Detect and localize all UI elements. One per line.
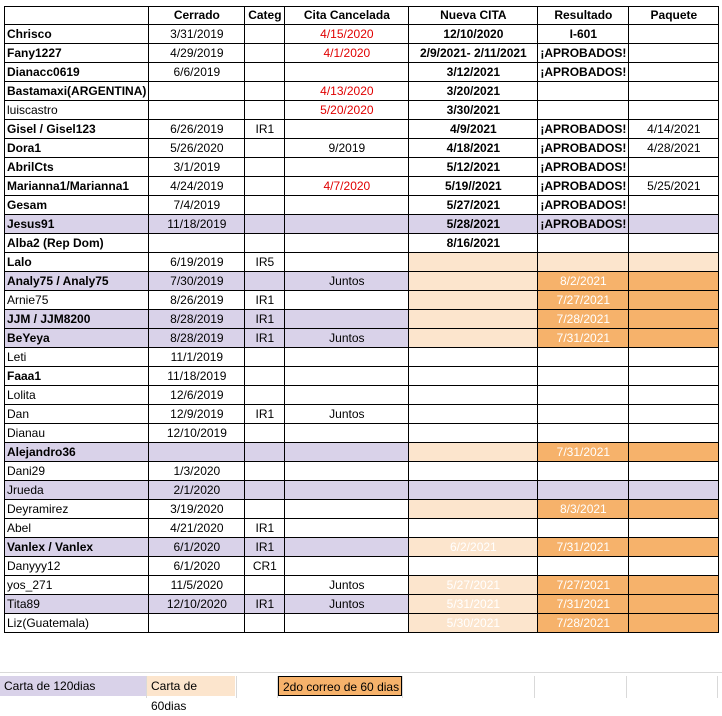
legend-gridline (236, 676, 237, 698)
cell-nueva-cita[interactable] (409, 443, 538, 462)
cell-paquete[interactable] (629, 462, 719, 481)
header-resultado[interactable]: Resultado (538, 7, 629, 25)
cell-paquete[interactable] (629, 576, 719, 595)
header-name[interactable] (5, 7, 149, 25)
cell-resultado[interactable] (538, 82, 629, 101)
cell-paquete[interactable] (629, 538, 719, 557)
legend-120-dias[interactable]: Carta de 120dias (0, 676, 146, 696)
cell-nueva-cita[interactable]: 4/18/2021 (409, 139, 538, 158)
cell-name[interactable]: Lolita (5, 386, 149, 405)
cell-categ[interactable] (245, 158, 285, 177)
cell-name[interactable]: Fany1227 (5, 44, 149, 63)
cell-resultado[interactable] (538, 367, 629, 386)
cell-cita-cancelada[interactable] (285, 557, 409, 576)
cell-cerrado[interactable]: 3/1/2019 (149, 158, 245, 177)
table-row (5, 576, 719, 595)
table-row (5, 196, 719, 215)
cell-name[interactable]: Bastamaxi(ARGENTINA) (5, 82, 149, 101)
table-row (5, 424, 719, 443)
cell-paquete[interactable] (629, 614, 719, 633)
cell-cita-cancelada[interactable] (285, 234, 409, 253)
cell-cerrado[interactable]: 8/26/2019 (149, 291, 245, 310)
cell-resultado[interactable]: 7/28/2021 (538, 310, 629, 329)
cell-cita-cancelada[interactable]: Juntos (285, 272, 409, 291)
table-row (5, 500, 719, 519)
cell-categ[interactable]: IR1 (245, 519, 285, 538)
cell-resultado[interactable]: 7/31/2021 (538, 443, 629, 462)
header-cerrado[interactable]: Cerrado (149, 7, 245, 25)
cell-categ[interactable] (245, 44, 285, 63)
table-row (5, 158, 719, 177)
cell-categ[interactable] (245, 139, 285, 158)
cell-resultado[interactable]: ¡APROBADOS! (538, 158, 629, 177)
cell-resultado[interactable]: 7/31/2021 (538, 595, 629, 614)
cell-resultado[interactable]: ¡APROBADOS! (538, 139, 629, 158)
table-row (5, 595, 719, 614)
header-cita-cancelada[interactable]: Cita Cancelada (285, 7, 409, 25)
cell-cita-cancelada[interactable]: Juntos (285, 329, 409, 348)
table-row (5, 386, 719, 405)
cell-paquete[interactable] (629, 234, 719, 253)
cell-paquete[interactable] (629, 329, 719, 348)
cell-paquete[interactable] (629, 310, 719, 329)
cell-cita-cancelada[interactable] (285, 310, 409, 329)
cell-cerrado[interactable]: 11/18/2019 (149, 215, 245, 234)
cell-cita-cancelada[interactable] (285, 500, 409, 519)
cell-nueva-cita[interactable] (409, 462, 538, 481)
cell-cerrado[interactable]: 4/29/2019 (149, 44, 245, 63)
legend-2do-correo[interactable]: 2do correo de 60 dias (278, 676, 402, 696)
cell-cita-cancelada[interactable] (285, 348, 409, 367)
table-row (5, 519, 719, 538)
cell-cerrado[interactable]: 6/1/2020 (149, 557, 245, 576)
cell-nueva-cita[interactable]: 4/9/2021 (409, 120, 538, 139)
cell-name[interactable]: Liz(Guatemala) (5, 614, 149, 633)
cell-paquete[interactable]: 5/25/2021 (629, 177, 719, 196)
cell-cita-cancelada[interactable] (285, 291, 409, 310)
cell-resultado[interactable]: 7/31/2021 (538, 329, 629, 348)
cell-name[interactable]: Deyramirez (5, 500, 149, 519)
cell-cerrado[interactable]: 6/26/2019 (149, 120, 245, 139)
cell-nueva-cita[interactable]: 5/27/2021 (409, 576, 538, 595)
cell-name[interactable]: Tita89 (5, 595, 149, 614)
cell-nueva-cita[interactable] (409, 557, 538, 576)
cell-categ[interactable] (245, 424, 285, 443)
header-categ[interactable]: Categ (245, 7, 285, 25)
cell-cerrado[interactable]: 2/1/2020 (149, 481, 245, 500)
cell-cerrado[interactable] (149, 82, 245, 101)
cell-categ[interactable] (245, 386, 285, 405)
cell-paquete[interactable] (629, 253, 719, 272)
cell-name[interactable]: Gesam (5, 196, 149, 215)
table-row (5, 25, 719, 44)
table-row (5, 481, 719, 500)
cell-cerrado[interactable]: 6/1/2020 (149, 538, 245, 557)
cell-categ[interactable]: IR1 (245, 310, 285, 329)
table-row (5, 44, 719, 63)
cell-cerrado[interactable] (149, 614, 245, 633)
table-row (5, 462, 719, 481)
table-row (5, 63, 719, 82)
cell-nueva-cita[interactable] (409, 481, 538, 500)
cell-nueva-cita[interactable] (409, 253, 538, 272)
cell-cerrado[interactable]: 12/6/2019 (149, 386, 245, 405)
cell-cita-cancelada[interactable] (285, 120, 409, 139)
cell-resultado[interactable]: 8/3/2021 (538, 500, 629, 519)
cell-name[interactable]: Faaa1 (5, 367, 149, 386)
cell-nueva-cita[interactable]: 2/9/2021- 2/11/2021 (409, 44, 538, 63)
table-row (5, 614, 719, 633)
cell-categ[interactable] (245, 196, 285, 215)
cell-cerrado[interactable]: 5/26/2020 (149, 139, 245, 158)
table-row (5, 367, 719, 386)
color-legend (0, 676, 722, 713)
legend-gridline (402, 676, 403, 698)
cell-nueva-cita[interactable]: 3/12/2021 (409, 63, 538, 82)
legend-60-dias[interactable]: Carta de 60dias (147, 676, 235, 696)
cell-categ[interactable] (245, 367, 285, 386)
cell-paquete[interactable] (629, 519, 719, 538)
cell-categ[interactable] (245, 614, 285, 633)
cell-categ[interactable] (245, 25, 285, 44)
cell-cita-cancelada[interactable]: 5/20/2020 (285, 101, 409, 120)
cell-name[interactable]: JJM / JJM8200 (5, 310, 149, 329)
cell-name[interactable]: Danyyy12 (5, 557, 149, 576)
table-row (5, 348, 719, 367)
visa-tracking-table (4, 6, 719, 633)
cell-paquete[interactable] (629, 291, 719, 310)
cell-name[interactable]: Dan (5, 405, 149, 424)
cell-resultado[interactable]: I-601 (538, 25, 629, 44)
cell-cita-cancelada[interactable]: 9/2019 (285, 139, 409, 158)
cell-nueva-cita[interactable]: 5/12/2021 (409, 158, 538, 177)
cell-categ[interactable]: IR1 (245, 291, 285, 310)
cell-name[interactable]: Lalo (5, 253, 149, 272)
cell-cerrado[interactable] (149, 101, 245, 120)
cell-nueva-cita[interactable]: 5/27/2021 (409, 196, 538, 215)
cell-paquete[interactable] (629, 557, 719, 576)
cell-paquete[interactable] (629, 272, 719, 291)
cell-resultado[interactable]: ¡APROBADOS! (538, 196, 629, 215)
cell-cerrado[interactable]: 11/1/2019 (149, 348, 245, 367)
cell-cita-cancelada[interactable] (285, 443, 409, 462)
cell-resultado[interactable] (538, 424, 629, 443)
cell-categ[interactable]: IR1 (245, 329, 285, 348)
table-row (5, 101, 719, 120)
cell-nueva-cita[interactable]: 5/30/2021 (409, 614, 538, 633)
cell-name[interactable]: Alejandro36 (5, 443, 149, 462)
cell-paquete[interactable]: 4/28/2021 (629, 139, 719, 158)
cell-name[interactable]: Analy75 / Analy75 (5, 272, 149, 291)
cell-cita-cancelada[interactable]: 4/7/2020 (285, 177, 409, 196)
cell-resultado[interactable] (538, 234, 629, 253)
cell-name[interactable]: Jesus91 (5, 215, 149, 234)
cell-nueva-cita[interactable] (409, 386, 538, 405)
table-row (5, 329, 719, 348)
cell-nueva-cita[interactable]: 5/28/2021 (409, 215, 538, 234)
cell-nueva-cita[interactable]: 6/2/2021 (409, 538, 538, 557)
cell-name[interactable]: Dani29 (5, 462, 149, 481)
cell-cita-cancelada[interactable] (285, 386, 409, 405)
cell-categ[interactable] (245, 500, 285, 519)
cell-cerrado[interactable]: 7/30/2019 (149, 272, 245, 291)
cell-resultado[interactable]: 7/27/2021 (538, 576, 629, 595)
cell-paquete[interactable] (629, 63, 719, 82)
cell-categ[interactable] (245, 234, 285, 253)
header-row (5, 7, 719, 25)
table-row (5, 405, 719, 424)
cell-paquete[interactable] (629, 405, 719, 424)
cell-cerrado[interactable]: 4/21/2020 (149, 519, 245, 538)
cell-categ[interactable] (245, 348, 285, 367)
cell-cerrado[interactable]: 11/18/2019 (149, 367, 245, 386)
cell-paquete[interactable] (629, 158, 719, 177)
cell-cerrado[interactable]: 11/5/2020 (149, 576, 245, 595)
cell-cerrado[interactable]: 4/24/2019 (149, 177, 245, 196)
cell-categ[interactable]: IR5 (245, 253, 285, 272)
cell-nueva-cita[interactable] (409, 405, 538, 424)
cell-name[interactable]: Dianacc0619 (5, 63, 149, 82)
cell-name[interactable]: Alba2 (Rep Dom) (5, 234, 149, 253)
cell-cerrado[interactable] (149, 234, 245, 253)
cell-name[interactable]: Marianna1/Marianna1 (5, 177, 149, 196)
cell-cita-cancelada[interactable] (285, 63, 409, 82)
cell-resultado[interactable]: 8/2/2021 (538, 272, 629, 291)
cell-nueva-cita[interactable]: 5/19//2021 (409, 177, 538, 196)
cell-paquete[interactable] (629, 44, 719, 63)
table-row (5, 234, 719, 253)
cell-nueva-cita[interactable] (409, 348, 538, 367)
cell-cerrado[interactable]: 12/9/2019 (149, 405, 245, 424)
cell-cita-cancelada[interactable] (285, 215, 409, 234)
cell-cerrado[interactable]: 3/19/2020 (149, 500, 245, 519)
cell-name[interactable]: luiscastro (5, 101, 149, 120)
legend-divider (0, 672, 722, 673)
cell-name[interactable]: yos_271 (5, 576, 149, 595)
cell-resultado[interactable]: ¡APROBADOS! (538, 63, 629, 82)
cell-resultado[interactable] (538, 519, 629, 538)
cell-resultado[interactable] (538, 481, 629, 500)
cell-name[interactable]: Dora1 (5, 139, 149, 158)
cell-paquete[interactable] (629, 424, 719, 443)
cell-resultado[interactable] (538, 557, 629, 576)
cell-cita-cancelada[interactable] (285, 519, 409, 538)
cell-resultado[interactable] (538, 101, 629, 120)
cell-paquete[interactable] (629, 481, 719, 500)
cell-paquete[interactable] (629, 500, 719, 519)
cell-cita-cancelada[interactable] (285, 462, 409, 481)
cell-cita-cancelada[interactable]: 4/13/2020 (285, 82, 409, 101)
cell-name[interactable]: Jrueda (5, 481, 149, 500)
cell-resultado[interactable]: 7/27/2021 (538, 291, 629, 310)
cell-cita-cancelada[interactable] (285, 196, 409, 215)
cell-resultado[interactable]: ¡APROBADOS! (538, 44, 629, 63)
cell-name[interactable]: Arnie75 (5, 291, 149, 310)
legend-gridline (626, 676, 627, 698)
cell-cerrado[interactable] (149, 443, 245, 462)
cell-name[interactable]: Dianau (5, 424, 149, 443)
cell-cita-cancelada[interactable] (285, 538, 409, 557)
cell-resultado[interactable]: ¡APROBADOS! (538, 215, 629, 234)
cell-categ[interactable] (245, 462, 285, 481)
legend-gridline (534, 676, 535, 698)
cell-resultado[interactable]: 7/31/2021 (538, 538, 629, 557)
cell-paquete[interactable] (629, 367, 719, 386)
table-row (5, 443, 719, 462)
cell-categ[interactable]: CR1 (245, 557, 285, 576)
cell-categ[interactable] (245, 101, 285, 120)
cell-resultado[interactable] (538, 405, 629, 424)
cell-resultado[interactable]: ¡APROBADOS! (538, 177, 629, 196)
cell-nueva-cita[interactable]: 5/31/2021 (409, 595, 538, 614)
cell-categ[interactable] (245, 63, 285, 82)
cell-paquete[interactable] (629, 443, 719, 462)
cell-cita-cancelada[interactable] (285, 253, 409, 272)
table-row (5, 253, 719, 272)
cell-paquete[interactable] (629, 215, 719, 234)
cell-cita-cancelada[interactable] (285, 614, 409, 633)
cell-nueva-cita[interactable]: 8/16/2021 (409, 234, 538, 253)
cell-categ[interactable] (245, 272, 285, 291)
cell-categ[interactable] (245, 177, 285, 196)
cell-cita-cancelada[interactable] (285, 424, 409, 443)
cell-cita-cancelada[interactable]: 4/15/2020 (285, 25, 409, 44)
cell-cerrado[interactable]: 7/4/2019 (149, 196, 245, 215)
table-row (5, 120, 719, 139)
cell-nueva-cita[interactable]: 3/20/2021 (409, 82, 538, 101)
cell-name[interactable]: AbrilCts (5, 158, 149, 177)
table-row (5, 139, 719, 158)
cell-nueva-cita[interactable] (409, 272, 538, 291)
cell-paquete[interactable] (629, 101, 719, 120)
cell-nueva-cita[interactable]: 3/30/2021 (409, 101, 538, 120)
cell-cerrado[interactable]: 12/10/2019 (149, 424, 245, 443)
cell-resultado[interactable]: 7/28/2021 (538, 614, 629, 633)
cell-paquete[interactable]: 4/14/2021 (629, 120, 719, 139)
cell-cita-cancelada[interactable] (285, 481, 409, 500)
cell-categ[interactable] (245, 576, 285, 595)
cell-cerrado[interactable]: 8/28/2019 (149, 329, 245, 348)
table-row (5, 215, 719, 234)
cell-cita-cancelada[interactable]: Juntos (285, 595, 409, 614)
table-row (5, 177, 719, 196)
cell-paquete[interactable] (629, 386, 719, 405)
header-nueva-cita[interactable]: Nueva CITA (409, 7, 538, 25)
cell-paquete[interactable] (629, 25, 719, 44)
table-row (5, 538, 719, 557)
cell-cita-cancelada[interactable]: 4/1/2020 (285, 44, 409, 63)
cell-name[interactable]: Gisel / Gisel123 (5, 120, 149, 139)
cell-name[interactable]: Chrisco (5, 25, 149, 44)
cell-cerrado[interactable]: 6/19/2019 (149, 253, 245, 272)
cell-cerrado[interactable]: 1/3/2020 (149, 462, 245, 481)
cell-nueva-cita[interactable] (409, 329, 538, 348)
cell-cita-cancelada[interactable] (285, 367, 409, 386)
cell-nueva-cita[interactable] (409, 424, 538, 443)
cell-categ[interactable]: IR1 (245, 120, 285, 139)
cell-name[interactable]: Vanlex / Vanlex (5, 538, 149, 557)
cell-categ[interactable]: IR1 (245, 595, 285, 614)
cell-nueva-cita[interactable] (409, 500, 538, 519)
cell-paquete[interactable] (629, 196, 719, 215)
cell-cerrado[interactable]: 6/6/2019 (149, 63, 245, 82)
cell-paquete[interactable] (629, 348, 719, 367)
cell-cita-cancelada[interactable]: Juntos (285, 576, 409, 595)
cell-resultado[interactable] (538, 348, 629, 367)
cell-resultado[interactable] (538, 386, 629, 405)
cell-nueva-cita[interactable] (409, 291, 538, 310)
legend-gridline (717, 676, 718, 698)
table-row (5, 310, 719, 329)
cell-name[interactable]: BeYeya (5, 329, 149, 348)
cell-nueva-cita[interactable] (409, 519, 538, 538)
table-row (5, 82, 719, 101)
cell-categ[interactable] (245, 481, 285, 500)
cell-categ[interactable] (245, 443, 285, 462)
cell-name[interactable]: Abel (5, 519, 149, 538)
cell-resultado[interactable] (538, 253, 629, 272)
cell-categ[interactable]: IR1 (245, 405, 285, 424)
cell-resultado[interactable]: ¡APROBADOS! (538, 120, 629, 139)
cell-cerrado[interactable]: 3/31/2019 (149, 25, 245, 44)
cell-cerrado[interactable]: 12/10/2020 (149, 595, 245, 614)
header-paquete[interactable]: Paquete (629, 7, 719, 25)
cell-categ[interactable]: IR1 (245, 538, 285, 557)
cell-cita-cancelada[interactable]: Juntos (285, 405, 409, 424)
cell-paquete[interactable] (629, 82, 719, 101)
cell-resultado[interactable] (538, 462, 629, 481)
cell-nueva-cita[interactable] (409, 310, 538, 329)
cell-cerrado[interactable]: 8/28/2019 (149, 310, 245, 329)
cell-nueva-cita[interactable] (409, 367, 538, 386)
cell-name[interactable]: Leti (5, 348, 149, 367)
table-row (5, 272, 719, 291)
cell-nueva-cita[interactable]: 12/10/2020 (409, 25, 538, 44)
cell-paquete[interactable] (629, 595, 719, 614)
cell-categ[interactable] (245, 82, 285, 101)
cell-categ[interactable] (245, 215, 285, 234)
cell-cita-cancelada[interactable] (285, 158, 409, 177)
table-row (5, 291, 719, 310)
table-row (5, 557, 719, 576)
